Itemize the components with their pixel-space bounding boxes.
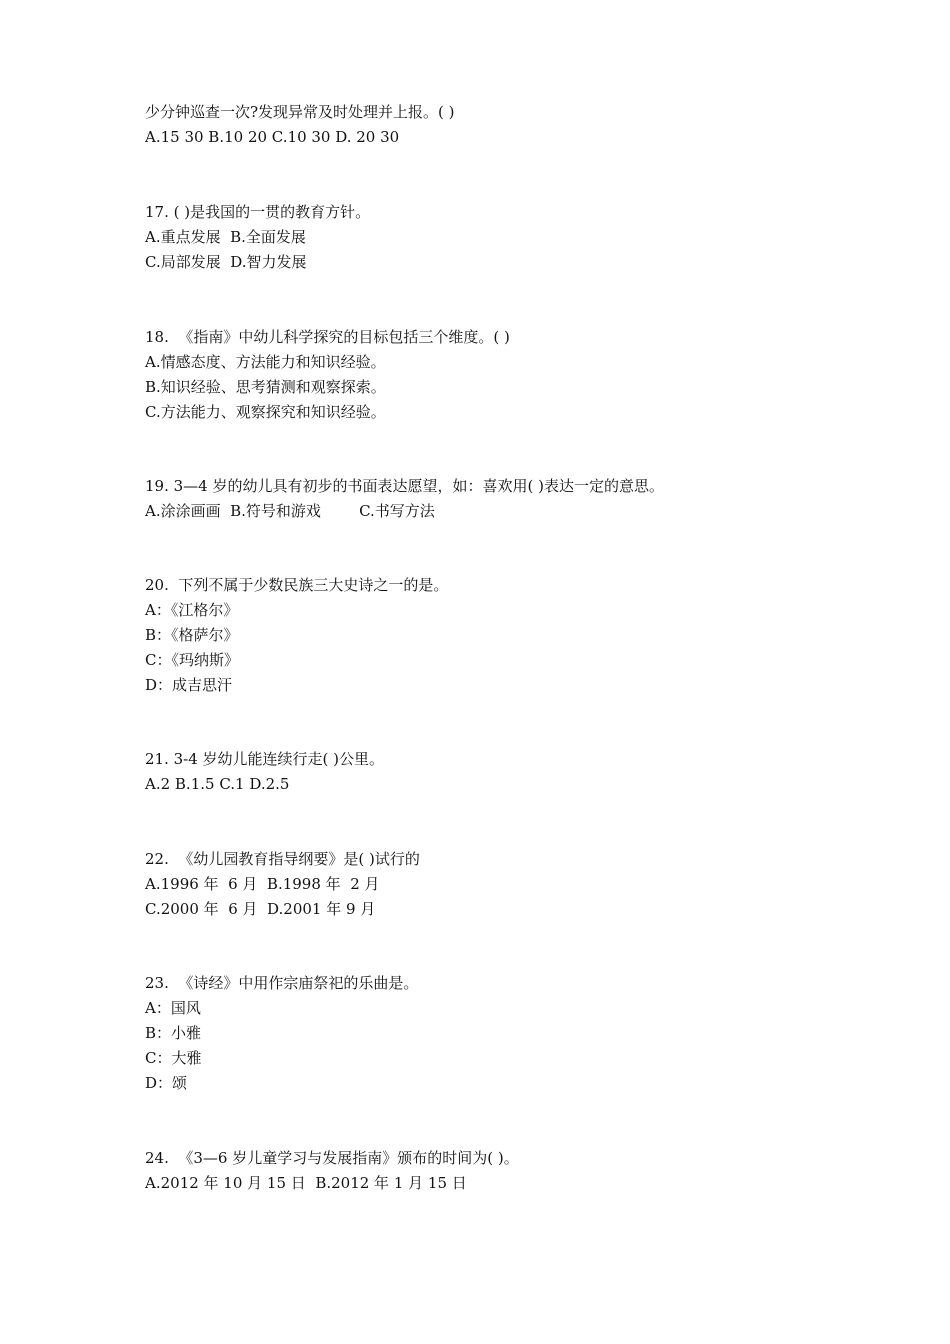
answer-option: D：成吉思汗 [145,676,233,694]
answer-option: B：《格萨尔》 [145,626,239,644]
question-text: 17. ( )是我国的一贯的教育方针。 [145,203,371,221]
question-text: 19. 3—4 岁的幼儿具有初步的书面表达愿望，如：喜欢用( )表达一定的意思。 [145,477,664,495]
answer-options: A.重点发展 B.全面发展 [145,228,306,246]
question-20 [145,573,865,698]
answer-option: D：颂 [145,1074,188,1092]
answer-option: A：国风 [145,999,201,1017]
answer-option: C.方法能力、观察探究和知识经验。 [145,403,386,421]
answer-options: A.涂涂画画 B.符号和游戏 C.书写方法 [145,502,435,520]
question-text: 21. 3-4 岁幼儿能连续行走( )公里。 [145,750,385,768]
question-text: 22. 《幼儿园教育指导纲要》是( )试行的 [145,850,420,868]
answer-option: B.知识经验、思考猜测和观察探索。 [145,378,386,396]
question-text: 23. 《诗经》中用作宗庙祭祀的乐曲是。 [145,974,419,992]
question-17 [145,200,865,275]
answer-options: A.2 B.1.5 C.1 D.2.5 [145,775,290,793]
answer-option: A.情感态度、方法能力和知识经验。 [145,353,386,371]
question-text: 20. 下列不属于少数民族三大史诗之一的是。 [145,576,449,594]
question-24 [145,1146,865,1196]
answer-option: A：《江格尔》 [145,601,239,619]
question-21 [145,747,865,797]
question-text: 24. 《3—6 岁儿童学习与发展指南》颁布的时间为( )。 [145,1149,519,1167]
question-18 [145,325,865,425]
answer-options: A.2012 年 10 月 15 日 B.2012 年 1 月 15 日 [145,1174,467,1192]
question-text: 少分钟巡查一次?发现异常及时处理并上报。( ) [145,103,455,121]
question-19 [145,474,865,524]
answer-option: C：大雅 [145,1049,202,1067]
answer-options: A.15 30 B.10 20 C.10 30 D. 20 30 [145,128,400,146]
question-16-continued [145,100,865,150]
question-23 [145,971,865,1096]
answer-option: C：《玛纳斯》 [145,651,239,669]
question-22 [145,847,865,922]
question-text: 18. 《指南》中幼儿科学探究的目标包括三个维度。( ) [145,328,510,346]
answer-options: A.1996 年 6 月 B.1998 年 2 月 [145,875,380,893]
answer-option: B：小雅 [145,1024,202,1042]
answer-options: C.局部发展 D.智力发展 [145,253,307,271]
answer-options: C.2000 年 6 月 D.2001 年 9 月 [145,900,376,918]
